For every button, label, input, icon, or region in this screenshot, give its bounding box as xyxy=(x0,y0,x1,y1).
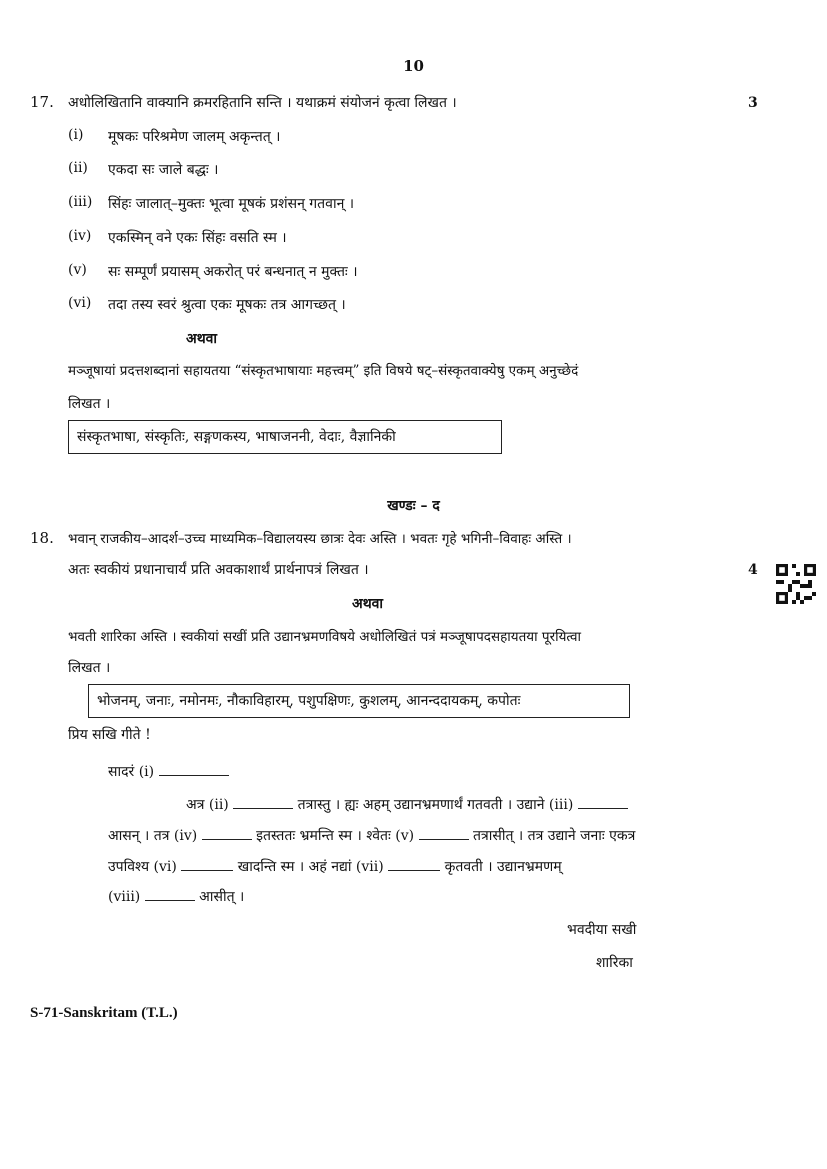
q17-prompt: अधोलिखितानि वाक्यानि क्रमरहितानि सन्ति । यथाक्रमं संयोजनं कृत्वा लिखत । xyxy=(68,95,457,111)
q17-number: 17. xyxy=(30,93,54,111)
letter-line4 xyxy=(108,857,562,876)
fill-blank xyxy=(181,858,233,871)
letter-line2 xyxy=(186,795,628,814)
page-number: 10 xyxy=(403,57,424,75)
q17-item-text: एकदा सः जाले बद्धः । xyxy=(108,162,219,178)
q18-marks: 4 xyxy=(748,562,758,578)
letter-text: अत्र (ii) xyxy=(186,797,229,813)
q17-item-text: मूषकः परिश्रमेण जालम् अकृन्तत् । xyxy=(108,129,281,145)
letter-salutation: प्रिय सखि गीते ! xyxy=(68,727,151,743)
q17-alt-line2: लिखत । xyxy=(68,396,111,412)
q17-marks: 3 xyxy=(748,95,758,111)
q17-alt-line1: मञ्जूषायां प्रदत्तशब्दानां सहायतया “संस्कृतभाषायाः महत्त्वम्” इति विषये षट्–संस्कृतवाक्येषु एकम् अनुच्छेदं xyxy=(68,363,579,379)
letter-text: आसीत् । xyxy=(199,889,245,905)
fill-blank xyxy=(419,827,469,840)
fill-blank xyxy=(388,858,440,871)
q17-word-box: संस्कृतभाषा, संस्कृतिः, सङ्गणकस्य, भाषाजननी, वेदाः, वैज्ञानिकी xyxy=(68,420,502,454)
letter-text: उपविश्य (vi) xyxy=(108,859,177,875)
q17-item-roman: (iii) xyxy=(68,194,93,210)
q17-item-roman: (i) xyxy=(68,127,84,143)
q18-alt-line2: लिखत । xyxy=(68,660,111,676)
fill-blank xyxy=(578,796,628,809)
q18-or-label: अथवा xyxy=(352,596,384,612)
page-footer: S-71-Sanskritam (T.L.) xyxy=(30,1005,178,1021)
q17-item-text: एकस्मिन् वने एकः सिंहः वसति स्म । xyxy=(108,230,287,246)
q18-number: 18. xyxy=(30,529,54,547)
fill-blank xyxy=(202,827,252,840)
section-title: खण्डः – द xyxy=(387,498,440,514)
q17-or-label: अथवा xyxy=(186,331,218,347)
q17-item-text: सः सम्पूर्णं प्रयासम् अकरोत् परं बन्धनात् न मुक्तः । xyxy=(108,264,358,280)
letter-signature: शारिका xyxy=(596,955,633,971)
letter-text: सादरं (i) xyxy=(108,764,155,780)
letter-text: तत्रासीत् । तत्र उद्याने जनाः एकत्र xyxy=(473,828,636,844)
q17-item-text: सिंहः जालात्–मुक्तः भूत्वा मूषकं प्रशंसन् गतवान् । xyxy=(108,196,355,212)
fill-blank xyxy=(159,763,229,776)
q17-item-text: तदा तस्य स्वरं श्रुत्वा एकः मूषकः तत्र आगच्छत् । xyxy=(108,297,346,313)
letter-text: खादन्ति स्म । अहं नद्यां (vii) xyxy=(237,859,384,875)
letter-text: तत्रास्तु । ह्यः अहम् उद्यानभ्रमणार्थं गतवती । उद्याने (iii) xyxy=(297,797,574,813)
letter-line5 xyxy=(108,887,244,906)
q17-item-roman: (iv) xyxy=(68,228,92,244)
letter-line1 xyxy=(108,762,229,781)
q18-line2: अतः स्वकीयं प्रधानाचार्यं प्रति अवकाशार्थं प्रार्थनापत्रं लिखत । xyxy=(68,562,369,578)
q18-word-box: भोजनम्, जनाः, नमोनमः, नौकाविहारम्, पशुपक्षिणः, कुशलम्, आनन्ददायकम्, कपोतः xyxy=(88,684,630,718)
letter-text: आसन् । तत्र (iv) xyxy=(108,828,198,844)
fill-blank xyxy=(145,888,195,901)
letter-text: कृतवती । उद्यानभ्रमणम् xyxy=(444,859,562,875)
fill-blank xyxy=(233,796,293,809)
q17-item-roman: (ii) xyxy=(68,160,88,176)
q18-alt-line1: भवती शारिका अस्ति । स्वकीयां सखीं प्रति उद्यानभ्रमणविषये अधोलिखितं पत्रं मञ्जूषापदसहायतया पूरयित्वा xyxy=(68,629,581,645)
q18-line1: भवान् राजकीय–आदर्श–उच्च माध्यमिक–विद्यालयस्य छात्रः देवः अस्ति । भवतः गृहे भगिनी–विवाहः अस्ति । xyxy=(68,531,572,547)
letter-text: इतस्ततः भ्रमन्ति स्म । श्वेतः (v) xyxy=(256,828,415,844)
qr-code-icon xyxy=(776,564,816,604)
q17-item-roman: (vi) xyxy=(68,295,92,311)
letter-text: (viii) xyxy=(108,889,141,905)
letter-closing: भवदीया सखी xyxy=(567,922,637,938)
q17-item-roman: (v) xyxy=(68,262,87,278)
letter-line3 xyxy=(108,826,635,845)
